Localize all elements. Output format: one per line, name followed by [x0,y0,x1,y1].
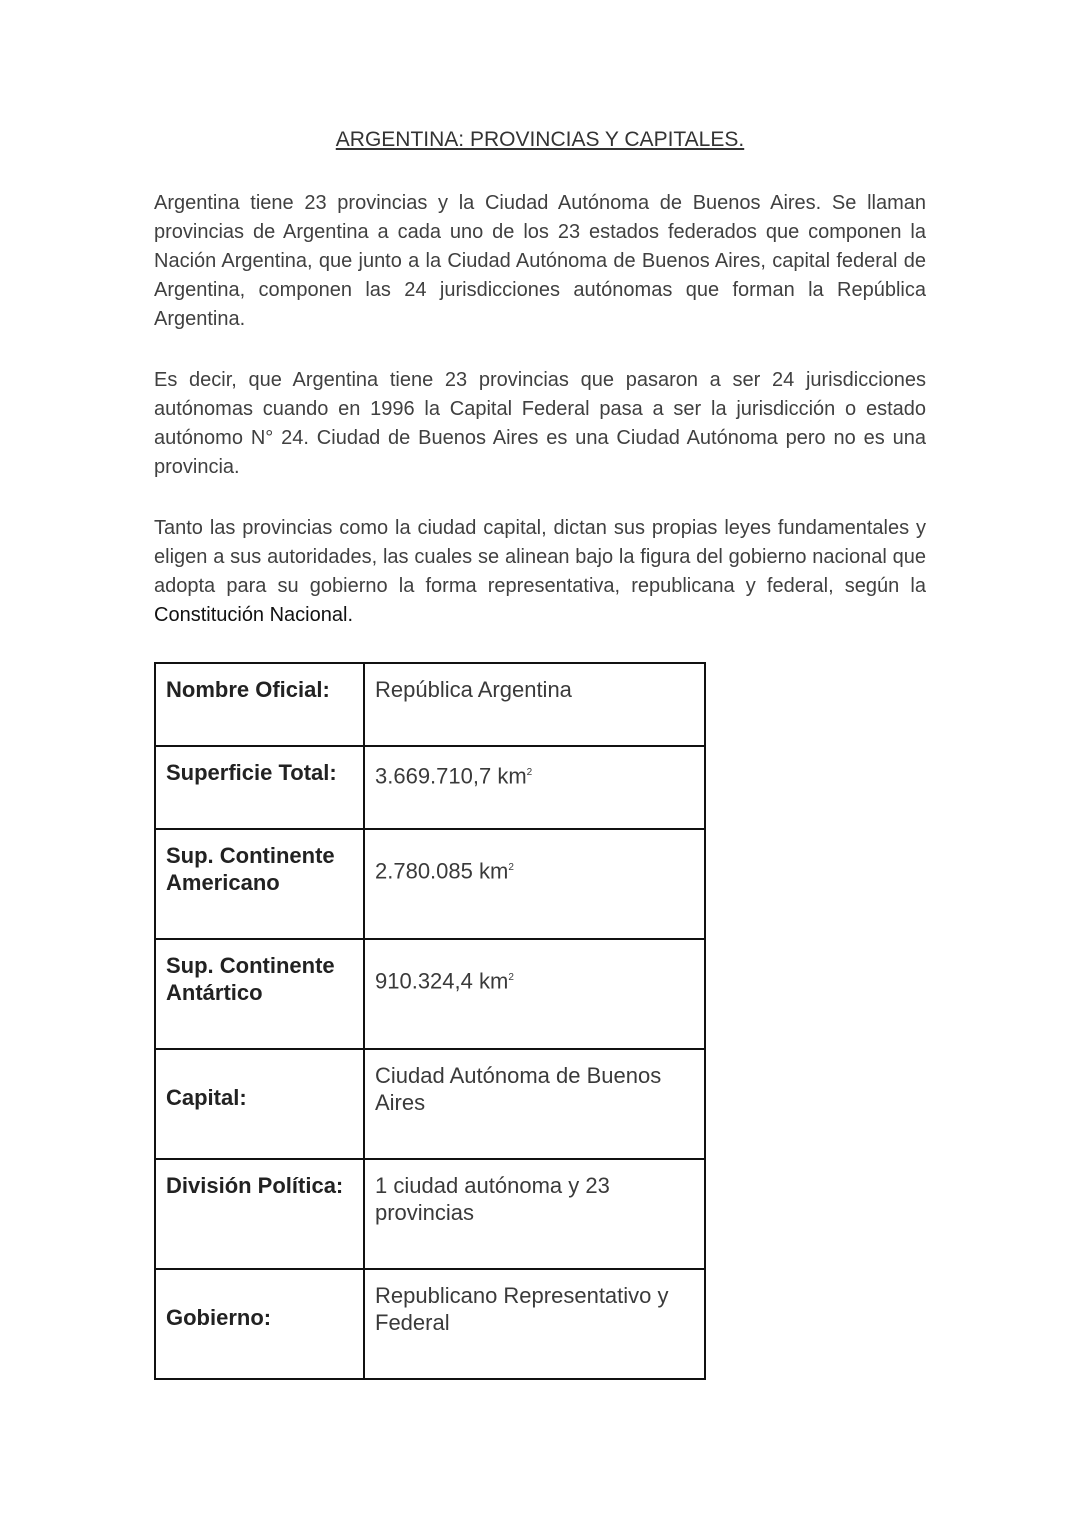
paragraph-2: Es decir, que Argentina tiene 23 provincias que pasaron a ser 24 jurisdicciones autónomas cuando en 1996 la Capital Federal pasa a ser la jurisdicción o estado autónomo N° 24. Ciudad de Buenos Aires es una Ciudad Autónoma pero no es una provincia. [154,369,926,478]
table-row [155,746,705,829]
paragraph-3-text: Tanto las provincias como la ciudad capital, dictan sus propias leyes fundamentales y eligen a sus autoridades, las cuales se alinean bajo la figura del gobierno nacional que adopta para su gobierno la forma representativa, republicana y federal, según la [154,517,926,597]
row-value [364,746,705,829]
row-label: Sup. Continente Americano [155,829,364,939]
value-text: 910.324,4 km [375,968,509,994]
table-row [155,939,705,1049]
row-value: Republicano Representativo y Federal [364,1269,705,1379]
table-row [155,1049,705,1159]
row-label: Capital: [155,1049,364,1159]
row-value: República Argentina [364,663,705,746]
superscript: 2 [508,972,514,983]
row-value: 1 ciudad autónoma y 23 provincias [364,1159,705,1269]
row-value [364,829,705,939]
value-text: 2.780.085 km [375,858,509,884]
paragraph-3 [154,514,926,630]
superscript: 2 [508,862,514,873]
row-label: Superficie Total: [155,746,364,829]
row-label: Sup. Continente Antártico [155,939,364,1049]
row-label: División Política: [155,1159,364,1269]
superscript: 2 [526,767,533,778]
table-row [155,663,705,746]
constitucion-link[interactable]: Constitución Nacional. [154,604,353,626]
row-label: Gobierno: [155,1269,364,1379]
row-value [364,939,705,1049]
table-row [155,1159,705,1269]
info-table [154,662,706,1380]
paragraph-1: Argentina tiene 23 provincias y la Ciudad Autónoma de Buenos Aires. Se llaman provincias de Argentina a cada uno de los 23 estados federados que componen la Nación Argentina, que junto a la Ciudad Autónoma de Buenos Aires, capital federal de Argentina, componen las 24 jurisdicciones autónomas que forman la República Argentina. [154,192,926,330]
table-row [155,829,705,939]
page-title: ARGENTINA: PROVINCIAS Y CAPITALES. [335,128,745,151]
row-value: Ciudad Autónoma de Buenos Aires [364,1049,705,1159]
value-text: 3.669.710,7 km [375,763,527,789]
table-row [155,1269,705,1379]
row-label: Nombre Oficial: [155,663,364,746]
